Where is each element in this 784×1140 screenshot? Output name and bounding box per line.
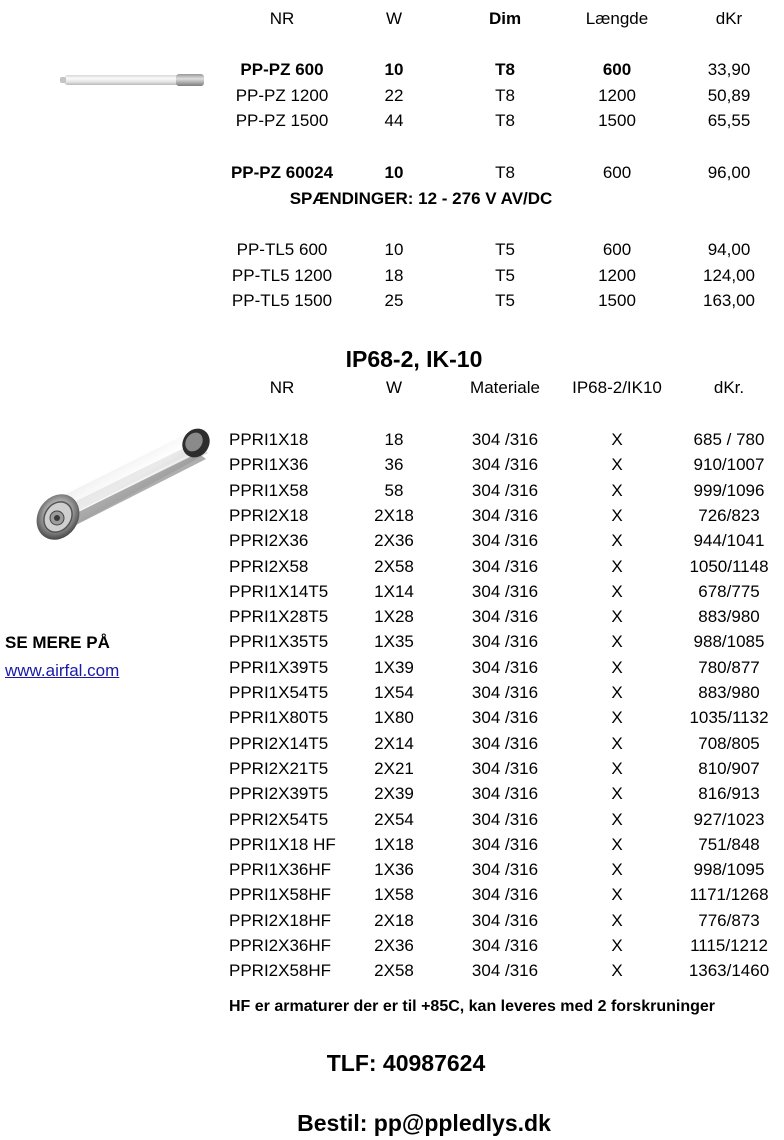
- cell-nr: PPRI1X18: [229, 430, 309, 449]
- cell-nr: PPRI2X18HF: [229, 910, 332, 930]
- cell-price: 776/873: [698, 910, 760, 930]
- cell-w: 1X35: [374, 632, 414, 652]
- cell-price: 96,00: [707, 163, 751, 182]
- cell-price: 94,00: [707, 240, 751, 259]
- cell-col3: T8: [495, 111, 515, 130]
- cell-col4: X: [611, 632, 623, 652]
- cell-w: 2X36: [374, 531, 414, 551]
- cell-col4: 600: [602, 240, 632, 259]
- cell-nr: PP-PZ 600: [240, 60, 324, 79]
- cell-col3: T8: [495, 86, 515, 105]
- cell-col3: 304 /316: [471, 809, 539, 829]
- cell-col4: X: [611, 809, 623, 829]
- cell-w: 1X14: [374, 581, 414, 601]
- cell-price: 50,89: [707, 86, 751, 105]
- header-length: Længde: [585, 9, 649, 28]
- cell-w: 22: [384, 86, 404, 105]
- header-w: W: [385, 9, 403, 28]
- cell-nr: PPRI2X58: [229, 556, 309, 576]
- cell-col3: T5: [495, 266, 515, 285]
- cell-nr: PP-PZ 1200: [235, 86, 329, 105]
- cell-col4: X: [611, 910, 623, 930]
- header-nr: NR: [269, 9, 295, 28]
- cell-price: 988/1085: [693, 632, 765, 652]
- cell-price: 65,55: [707, 111, 751, 130]
- cell-price: 944/1041: [693, 531, 765, 551]
- cell-price: 780/877: [698, 657, 760, 677]
- cell-col4: 600: [602, 60, 632, 79]
- cell-col4: X: [611, 860, 623, 880]
- cell-col4: X: [611, 683, 623, 702]
- cell-col3: 304 /316: [471, 581, 539, 601]
- cell-price: 124,00: [703, 266, 755, 285]
- cell-w: 10: [384, 163, 404, 182]
- cell-nr: PP-PZ 1500: [235, 111, 329, 130]
- cell-col3: 304 /316: [471, 885, 539, 905]
- cell-nr: PPRI1X14T5: [229, 581, 329, 601]
- cell-col3: 304 /316: [471, 531, 539, 551]
- header-w: W: [385, 378, 403, 397]
- cell-nr: PPRI1X58HF: [229, 885, 332, 905]
- cell-price: 1035/1132: [689, 708, 769, 728]
- table2-title: IP68-2, IK-10: [345, 346, 483, 372]
- cell-col3: 304 /316: [471, 430, 539, 449]
- stainless-tube-fixture-image: [30, 425, 212, 545]
- cell-col4: X: [611, 885, 623, 905]
- hf-note: HF er armaturer der er til +85C, kan leveres med 2 forskruninger: [229, 998, 715, 1015]
- cell-nr: PPRI1X54T5: [229, 683, 329, 702]
- cell-nr: PPRI1X39T5: [229, 657, 329, 677]
- cell-price: 883/980: [698, 683, 760, 702]
- cell-w: 10: [384, 60, 404, 79]
- cell-price: 999/1096: [693, 480, 765, 500]
- cell-col3: 304 /316: [471, 607, 539, 627]
- cell-w: 2X36: [374, 936, 414, 955]
- cell-price: 883/980: [698, 607, 760, 627]
- cell-col3: 304 /316: [471, 505, 539, 525]
- cell-col3: 304 /316: [471, 910, 539, 930]
- cell-col4: X: [611, 657, 623, 677]
- cell-col3: 304 /316: [471, 632, 539, 652]
- cell-col3: 304 /316: [471, 936, 539, 955]
- cell-price: 998/1095: [693, 860, 765, 880]
- cell-col4: X: [611, 708, 623, 728]
- cell-price: 1363/1460: [688, 961, 770, 981]
- cell-nr: PPRI1X80T5: [229, 708, 329, 728]
- cell-nr: PPRI2X36: [229, 531, 309, 551]
- cell-col4: X: [611, 455, 623, 475]
- cell-col3: 304 /316: [471, 556, 539, 576]
- phone-number: TLF: 40987624: [326, 1050, 486, 1076]
- cell-col3: T5: [495, 240, 515, 259]
- cell-col4: X: [611, 505, 623, 525]
- cell-col4: X: [611, 480, 623, 500]
- cell-col3: 304 /316: [471, 758, 539, 778]
- cell-w: 10: [384, 240, 404, 259]
- cell-price: 726/823: [698, 505, 760, 525]
- cell-nr: PPRI1X58: [229, 480, 309, 500]
- cell-nr: PPRI1X35T5: [229, 632, 329, 652]
- cell-col4: 1200: [598, 266, 636, 285]
- cell-col4: 1200: [598, 86, 636, 105]
- cell-col4: X: [611, 556, 623, 576]
- cell-price: 1115/1212: [690, 936, 768, 955]
- cell-col3: T8: [495, 163, 515, 182]
- cell-w: 25: [384, 291, 404, 310]
- header-price: dKr: [715, 9, 743, 28]
- cell-nr: PPRI1X18 HF: [229, 834, 336, 854]
- cell-nr: PPRI2X36HF: [229, 936, 332, 955]
- cell-w: 2X54: [374, 809, 414, 829]
- see-more-label: SE MERE PÅ: [5, 633, 110, 652]
- cell-w: 36: [384, 455, 404, 475]
- cell-price: 1171/1268: [689, 885, 769, 905]
- cell-price: 33,90: [707, 60, 751, 79]
- cell-w: 44: [384, 111, 404, 130]
- cell-nr: PP-TL5 1200: [231, 266, 333, 285]
- cell-w: 2X18: [374, 910, 414, 930]
- cell-w: 1X28: [374, 607, 414, 627]
- cell-col4: X: [611, 784, 623, 804]
- cell-w: 2X21: [374, 758, 414, 778]
- cell-col3: 304 /316: [471, 455, 539, 475]
- cell-col3: 304 /316: [471, 657, 539, 677]
- cell-col4: X: [611, 834, 623, 854]
- voltage-note: SPÆNDINGER: 12 - 276 V AV/DC: [289, 189, 553, 208]
- cell-col4: X: [611, 430, 623, 449]
- cell-col3: 304 /316: [471, 480, 539, 500]
- cell-nr: PP-PZ 60024: [230, 163, 334, 182]
- cell-w: 1X58: [374, 885, 414, 905]
- cell-nr: PPRI2X58HF: [229, 961, 332, 981]
- cell-w: 1X39: [374, 657, 414, 677]
- cell-w: 58: [384, 480, 404, 500]
- header-nr: NR: [269, 378, 295, 397]
- header-price: dKr.: [713, 378, 745, 397]
- cell-w: 2X39: [374, 784, 414, 804]
- cell-price: 927/1023: [693, 809, 765, 829]
- cell-col3: 304 /316: [471, 784, 539, 804]
- cell-nr: PP-TL5 1500: [231, 291, 333, 310]
- cell-col3: 304 /316: [471, 683, 539, 702]
- cell-col4: X: [611, 531, 623, 551]
- cell-price: 678/775: [698, 581, 760, 601]
- header-material: Materiale: [470, 378, 540, 397]
- cell-col4: X: [611, 961, 623, 981]
- cell-price: 910/1007: [693, 455, 765, 475]
- cell-w: 2X58: [374, 556, 414, 576]
- cell-col3: 304 /316: [471, 834, 539, 854]
- cell-col4: X: [611, 936, 623, 955]
- cell-nr: PPRI2X54T5: [229, 809, 329, 829]
- cell-w: 18: [384, 430, 404, 449]
- cell-w: 2X18: [374, 505, 414, 525]
- order-email: Bestil: pp@ppledlys.dk: [297, 1110, 551, 1136]
- cell-nr: PPRI2X14T5: [229, 733, 329, 753]
- led-tube-image: [58, 68, 210, 90]
- cell-nr: PP-TL5 600: [236, 240, 328, 259]
- cell-col4: 1500: [598, 291, 636, 310]
- header-dim: Dim: [488, 9, 522, 28]
- header-ip-rating: IP68-2/IK10: [572, 378, 662, 397]
- cell-nr: PPRI1X36: [229, 455, 309, 475]
- cell-col3: 304 /316: [471, 733, 539, 753]
- cell-nr: PPRI1X28T5: [229, 607, 329, 627]
- cell-w: 2X58: [374, 961, 414, 981]
- cell-w: 1X36: [374, 860, 414, 880]
- cell-w: 2X14: [374, 733, 414, 753]
- airfal-link[interactable]: www.airfal.com: [5, 661, 120, 680]
- cell-price: 685 / 780: [693, 430, 765, 449]
- cell-col4: 600: [602, 163, 632, 182]
- cell-col4: X: [611, 581, 623, 601]
- cell-price: 163,00: [703, 291, 755, 310]
- cell-col4: 1500: [598, 111, 636, 130]
- cell-price: 816/913: [698, 784, 760, 804]
- cell-nr: PPRI2X21T5: [229, 758, 329, 778]
- cell-col3: T8: [495, 60, 515, 79]
- cell-col4: X: [611, 758, 623, 778]
- cell-w: 1X54: [374, 683, 414, 702]
- cell-w: 1X18: [374, 834, 414, 854]
- cell-price: 708/805: [698, 733, 760, 753]
- cell-price: 810/907: [698, 758, 760, 778]
- cell-nr: PPRI2X18: [229, 505, 309, 525]
- cell-price: 1050/1148: [689, 556, 769, 576]
- cell-w: 18: [384, 266, 404, 285]
- cell-col4: X: [611, 733, 623, 753]
- cell-col3: 304 /316: [471, 860, 539, 880]
- cell-w: 1X80: [374, 708, 414, 728]
- cell-nr: PPRI1X36HF: [229, 860, 332, 880]
- cell-nr: PPRI2X39T5: [229, 784, 329, 804]
- cell-col4: X: [611, 607, 623, 627]
- cell-col3: 304 /316: [471, 961, 539, 981]
- cell-price: 751/848: [698, 834, 760, 854]
- cell-col3: T5: [495, 291, 515, 310]
- cell-col3: 304 /316: [471, 708, 539, 728]
